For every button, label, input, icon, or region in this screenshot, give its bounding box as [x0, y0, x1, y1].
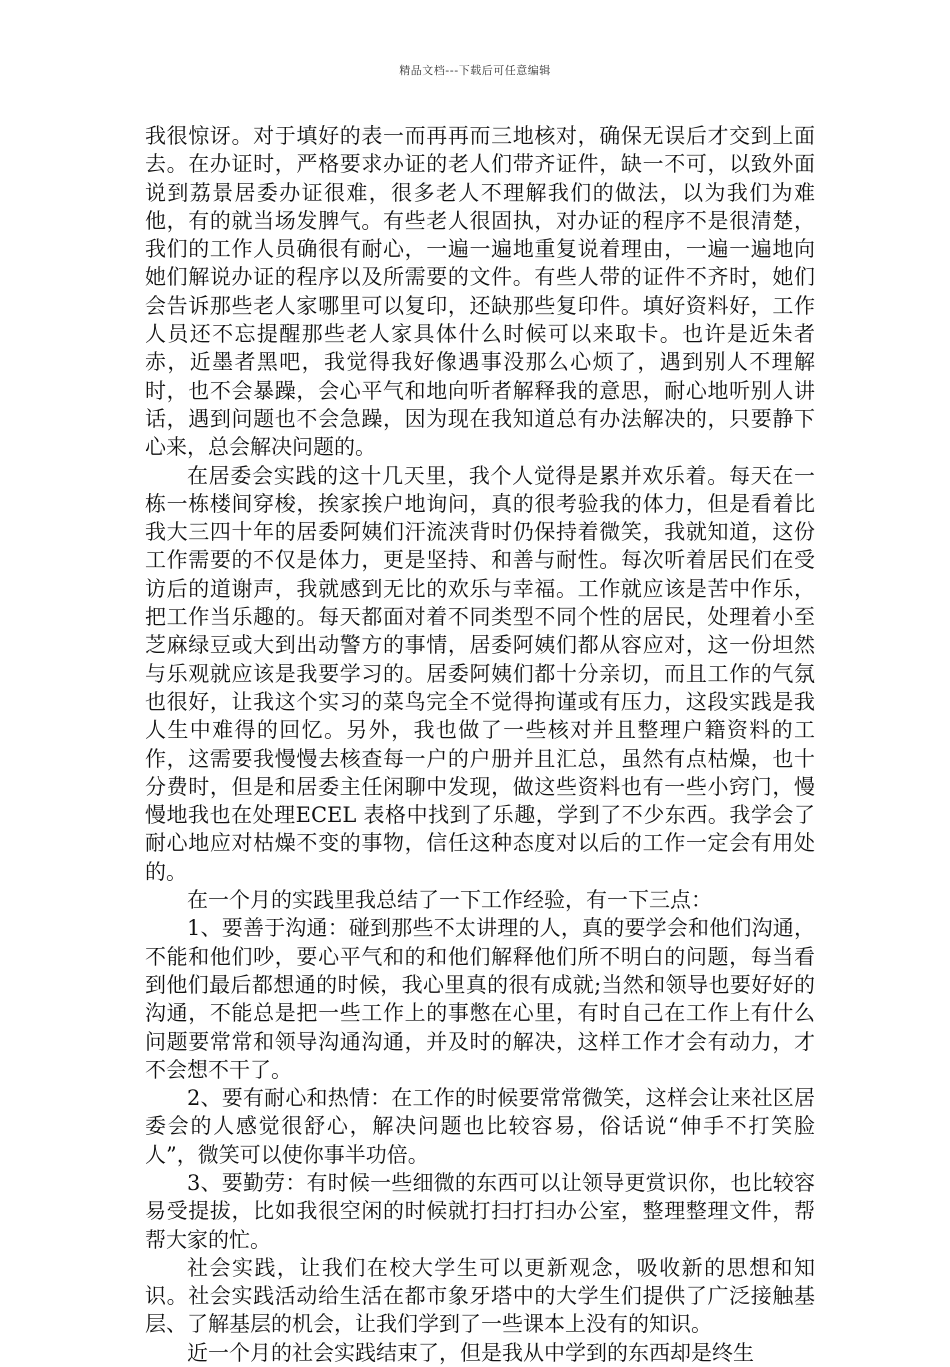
- page-header: 精品文档---下载后可任意编辑: [399, 64, 551, 77]
- paragraph-5: 2、要有耐心和热情：在工作的时候要常常微笑，这样会让来社区居委会的人感觉很舒心，解决问题也比较容易，俗话说“伸手不打笑脸人”，微笑可以使你事半功倍。: [145, 1086, 815, 1167]
- paragraph-8: 近一个月的社会实践结束了，但是我从中学到的东西却是终生: [187, 1340, 754, 1365]
- paragraph-6: 3、要勤劳：有时候一些细微的东西可以让领导更赏识你，也比较容易受提拔，比如我很空闲的时候就打扫打扫办公室，整理整理文件，帮帮大家的忙。: [145, 1170, 815, 1252]
- paragraph-1: 我很惊讶。对于填好的表一而再再而三地核对，确保无误后才交到上面去。在办证时，严格要求办证的老人们带齐证件，缺一不可，以致外面说到荔景居委办证很难，很多老人不理解我们的做法，以为我们为难他，有的就当场发脾气。有些老人很固执，对办证的程序不是很清楚，我们的工作人员确很有耐心，一遍一遍地重复说着理由，一遍一遍地向她们解说办证的程序以及所需要的文件。有些人带的证件不齐时，她们会告诉那些老人家哪里可以复印，还缺那些复印件。填好资料好，工作人员还不忘提醒那些老人家具体什么时候可以来取卡。也许是近朱者赤，近墨者黑吧，我觉得我好像遇事没那么心烦了，遇到别人不理解时，也不会暴躁，会心平气和地向听者解释我的意思，耐心地听别人讲话，遇到问题也不会急躁，因为现在我知道总有办法解决的，只要静下心来，总会解决问题的。: [145, 124, 815, 460]
- paragraph-4: 1、要善于沟通：碰到那些不太讲理的人，真的要学会和他们沟通，不能和他们吵，要心平气和的和他们解释他们所不明白的问题，每当看到他们最后都想通的时候，我心里真的很有成就;当然和领导也要好好的沟通，不能总是把一些工作上的事憋在心里，有时自己在工作上有什么问题要常常和领导沟通沟通，并及时的解决，这样工作才会有动力，才不会想不干了。: [145, 916, 815, 1082]
- paragraph-7: 社会实践，让我们在校大学生可以更新观念，吸收新的思想和知识。社会实践活动给生活在都市象牙塔中的大学生们提供了广泛接触基层、了解基层的机会，让我们学到了一些课本上没有的知识。: [145, 1255, 815, 1337]
- paragraph-2: 在居委会实践的这十几天里，我个人觉得是累并欢乐着。每天在一栋一栋楼间穿梭，挨家挨户地询问，真的很考验我的体力，但是看着比我大三四十年的居委阿姨们汗流浃背时仍保持着微笑，我就知道，这份工作需要的不仅是体力，更是坚持、和善与耐性。每次听着居民们在受访后的道谢声，我就感到无比的欢乐与幸福。工作就应该是苦中作乐，把工作当乐趣的。每天都面对着不同类型不同个性的居民，处理着小至芝麻绿豆或大到出动警方的事情，居委阿姨们都从容应对，这一份坦然与乐观就应该是我要学习的。居委阿姨们都十分亲切，而且工作的气氛也很好，让我这个实习的菜鸟完全不觉得拘谨或有压力，这段实践是我人生中难得的回忆。另外，我也做了一些核对并且整理户籍资料的工作，这需要我慢慢去核查每一户的户册并且汇总，虽然有点枯燥，也十分费时，但是和居委主任闲聊中发现，做这些资料也有一些小窍门，慢慢地我也在处理ECEL 表格中找到了乐趣，学到了不少东西。我学会了耐心地应对枯燥不变的事物，信任这种态度对以后的工作一定会有用处的。: [145, 463, 815, 884]
- document-body: [145, 122, 815, 1367]
- paragraph-3: 在一个月的实践里我总结了一下工作经验，有一下三点：: [187, 888, 712, 913]
